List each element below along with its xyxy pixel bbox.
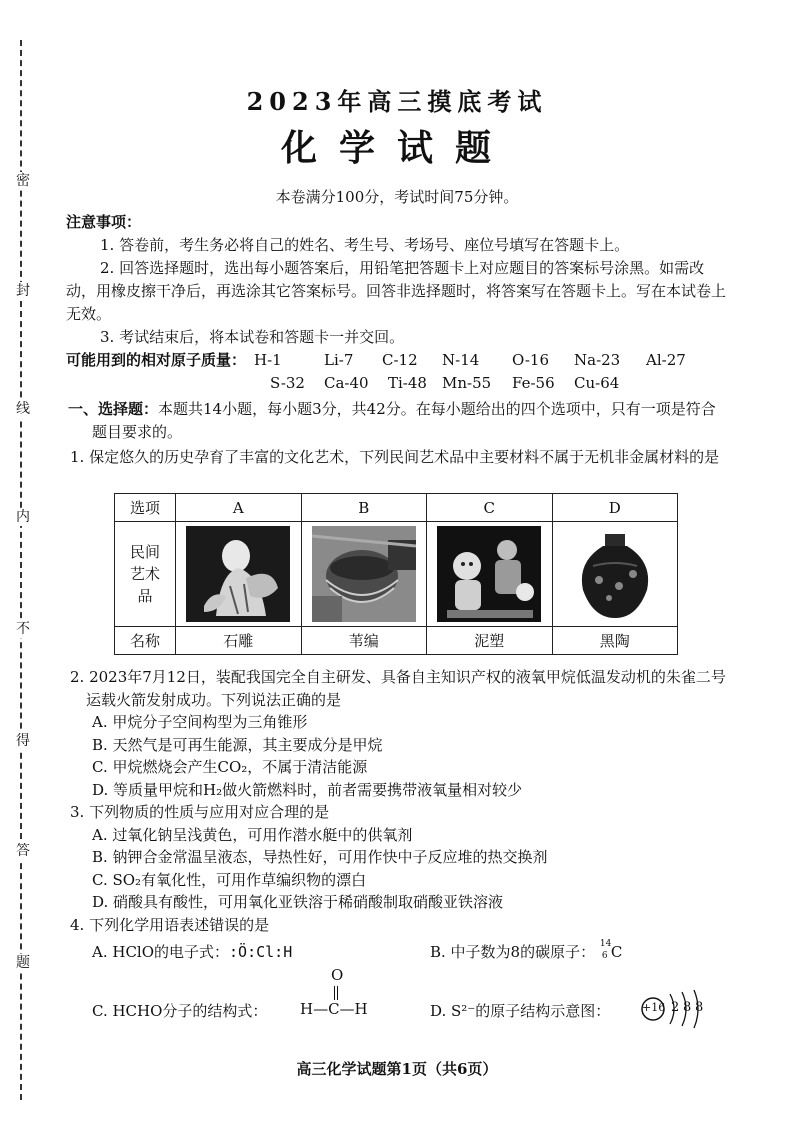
notice-item: 2. 回答选择题时，选出每小题答案后，用铅笔把答题卡上对应题目的答案标号涂黑。如需改动，用橡皮擦干净后，再选涂其它答案标号。回答非选择题时，将答案写在答题卡上。写在本试卷上无效。 [66, 259, 727, 323]
atomic-mass: Mn-55 [442, 374, 492, 392]
atomic-mass: Li-7 [324, 351, 354, 369]
option-c: C. SO₂有氧化性，可用作草编织物的漂白 [92, 870, 367, 889]
atomic-mass: Ca-40 [324, 374, 369, 392]
atomic-mass: Na-23 [574, 351, 621, 369]
atomic-number: 6 [601, 951, 608, 961]
option-name: 黑陶 [552, 627, 678, 655]
page-footer: 高三化学试题第1页（共6页） [296, 1060, 498, 1078]
atomic-mass: N-14 [442, 351, 480, 369]
q4-option-c [92, 1000, 267, 1021]
seal-char: 线 [16, 401, 30, 417]
exam-title: 2023年高三摸底考试 [246, 87, 548, 116]
option-a-label: A. HClO的电子式： [92, 943, 230, 961]
option-image-cell [552, 522, 678, 627]
question-1-stem: 1. 保定悠久的历史孕育了丰富的文化艺术，下列民间艺术品中主要材料不属于无机非金属材料的是 [70, 448, 720, 466]
exam-info: 本卷满分100分，考试时间75分钟。 [275, 188, 519, 206]
question-3-stem: 3. 下列物质的性质与应用对应合理的是 [70, 803, 330, 821]
electron-formula: :Ö:Cl:H [229, 943, 293, 961]
section-instructions: 本题共14小题，每小题3分，共42分。在每小题给出的四个选项中，只有一项是符合题目要求的。 [92, 400, 716, 441]
option-name: 苇编 [301, 627, 427, 655]
option-letter: C [427, 494, 553, 522]
question-4-stem: 4. 下列化学用语表述错误的是 [70, 916, 270, 934]
notice-section [66, 211, 726, 395]
table-row-label: 民间艺术品 [115, 522, 176, 627]
table-row-label: 名称 [115, 627, 176, 655]
electron-shell: 8 [683, 1000, 692, 1015]
notice-heading: 注意事项： [66, 213, 142, 231]
section-heading [68, 398, 728, 444]
atomic-mass-label: 可能用到的相对原子质量： [66, 351, 247, 369]
option-image-cell [301, 522, 427, 627]
option-a: A. 甲烷分子空间构型为三角锥形 [92, 713, 308, 731]
atomic-mass-row [66, 372, 726, 395]
question-2 [70, 666, 730, 801]
electron-shell: 2 [671, 1000, 680, 1015]
question-3 [70, 801, 730, 914]
option-c: C. 甲烷燃烧会产生CO₂，不属于清洁能源 [92, 758, 368, 776]
element-symbol: C [610, 943, 623, 961]
option-b: B. 钠钾合金常温呈液态，导热性好，可用作快中子反应堆的热交换剂 [92, 848, 548, 866]
atomic-mass: Fe-56 [512, 374, 555, 392]
section-title: 一、选择题： [68, 400, 159, 418]
question-2-stem: 2. 2023年7月12日，装配我国完全自主研发、具备自主知识产权的液氧甲烷低温发动机的朱雀二号运载火箭发射成功。下列说法正确的是 [70, 668, 726, 709]
atomic-mass: H-1 [254, 351, 282, 369]
oxygen-atom: O [331, 966, 344, 984]
clay-figure-image [437, 526, 541, 622]
option-letter: D [552, 494, 678, 522]
stone-carving-image [186, 526, 290, 622]
seal-char: 得 [16, 733, 30, 749]
seal-char: 封 [16, 283, 30, 299]
subject-title: 化学试题 [280, 127, 513, 169]
option-b: B. 天然气是可再生能源，其主要成分是甲烷 [92, 735, 383, 754]
atomic-mass: Ti-48 [388, 374, 427, 392]
seal-char: 不 [16, 621, 30, 637]
option-name: 石雕 [176, 627, 302, 655]
option-letter: A [176, 494, 302, 522]
q1-option-table [114, 493, 678, 655]
hcho-chain: H—C—H [300, 1000, 368, 1018]
atomic-mass-row [66, 349, 726, 372]
atomic-mass: O-16 [512, 351, 550, 369]
q4-option-a [92, 941, 292, 962]
q4-option-b [430, 941, 626, 963]
option-name: 泥塑 [427, 627, 553, 655]
option-c-label: C. HCHO分子的结构式： [92, 1002, 268, 1020]
atomic-mass: C-12 [382, 351, 418, 369]
double-bond [334, 986, 338, 1000]
option-b-label: B. 中子数为8的碳原子： [430, 943, 596, 961]
electron-shell: 8 [695, 1000, 704, 1015]
structural-formula [300, 966, 380, 1022]
q4-option-d [430, 1000, 610, 1021]
reed-weaving-image [312, 526, 416, 622]
table-header-label: 选项 [115, 494, 176, 522]
mass-number: 14 [599, 939, 612, 949]
atomic-mass: S-32 [270, 374, 305, 392]
atomic-structure-diagram [640, 986, 710, 1032]
nucleus-charge: +16 [642, 1001, 666, 1014]
option-image-cell [427, 522, 553, 627]
option-a: A. 过氧化钠呈浅黄色，可用作潜水艇中的供氧剂 [92, 825, 413, 844]
seal-char: 题 [16, 955, 30, 971]
option-letter: B [301, 494, 427, 522]
notice-item: 3. 考试结束后，将本试卷和答题卡一并交回。 [100, 328, 405, 346]
black-pottery-image [563, 526, 667, 622]
notice-item: 1. 答卷前，考生务必将自己的姓名、考生号、考场号、座位号填写在答题卡上。 [100, 236, 630, 254]
seal-char: 答 [16, 843, 30, 859]
seal-char: 密 [16, 173, 30, 189]
option-d: D. 等质量甲烷和H₂做火箭燃料时，前者需要携带液氧量相对较少 [92, 780, 523, 799]
option-d-label: D. S²⁻的原子结构示意图： [430, 1002, 611, 1020]
atomic-mass: Cu-64 [574, 374, 620, 392]
option-d: D. 硝酸具有酸性，可用氧化亚铁溶于稀硝酸制取硝酸亚铁溶液 [92, 893, 504, 911]
option-image-cell [176, 522, 302, 627]
nuclide-symbol [599, 939, 626, 963]
seal-char: 内 [16, 509, 30, 525]
atomic-mass: Al-27 [646, 351, 686, 369]
